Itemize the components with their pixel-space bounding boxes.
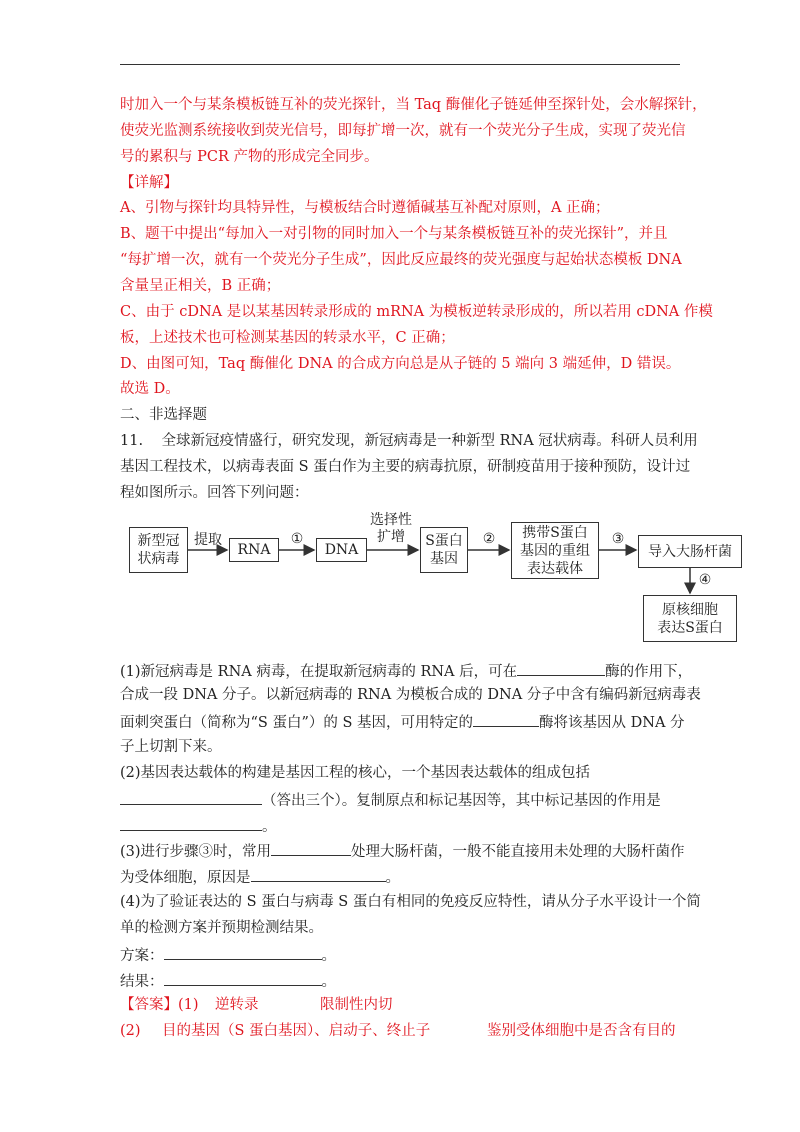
label-extract: 提取 (194, 532, 222, 548)
q2-blank-1[interactable] (120, 789, 262, 805)
analysis-line: 时加入一个与某条模板链互补的荧光探针，当 Taq 酶催化子链延伸至探针处，会水解探针， (120, 97, 707, 113)
q2-line: (2)基因表达载体的构建是基因工程的核心，一个基因表达载体的组成包括 (120, 765, 591, 781)
q2-line: （答出三个）。复制原点和标记基因等，其中标记基因的作用是 (120, 789, 661, 811)
q4-result-blank[interactable] (164, 970, 322, 986)
detail-line: B、题干中提出“每加入一对引物的同时加入一个与某条模板链互补的荧光探针”，并且 (120, 226, 668, 242)
box-dna: DNA (316, 538, 367, 562)
answer-1-first: 逆转录 (215, 997, 259, 1013)
detail-line: “每扩增一次，就有一个荧光分子生成”，因此反应最终的荧光强度与起始状态模板 DNA (120, 252, 682, 268)
answer-2-num: (2) (120, 1023, 141, 1039)
label-step1: ① (290, 531, 304, 547)
question-intro-line: 程如图所示。回答下列问题： (120, 485, 309, 501)
detail-line: 板，上述技术也可检测某基因的转录水平，C 正确； (120, 330, 455, 346)
q4-line: 单的检测方案并预期检测结果。 (120, 920, 323, 936)
analysis-line: 号的累积与 PCR 产物的形成完全同步。 (120, 149, 379, 165)
q2-blank-2[interactable] (120, 815, 262, 831)
label-amplify: 选择性 扩增 (370, 512, 412, 545)
q3-blank-1[interactable] (271, 840, 351, 856)
label-step3: ③ (611, 531, 625, 547)
detail-line: C、由于 cDNA 是以某基因转录形成的 mRNA 为模板逆转录形成的，所以若用 cDNA 作模 (120, 304, 713, 320)
label-step2: ② (482, 531, 496, 547)
q1-line: (1)新冠病毒是 RNA 病毒，在提取新冠病毒的 RNA 后，可在 酶的作用下， (120, 660, 692, 682)
detail-line: D、由图可知，Taq 酶催化 DNA 的合成方向总是从子链的 5 端向 3 端延伸，D 错误。 (120, 356, 681, 372)
question-intro-line: 基因工程技术，以病毒表面 S 蛋白作为主要的病毒抗原，研制疫苗用于接种预防，设计过 (120, 459, 691, 475)
q3-line: (3)进行步骤③时，常用 处理大肠杆菌，一般不能直接用未处理的大肠杆菌作 (120, 840, 685, 862)
answer-1-second: 限制性内切 (320, 997, 393, 1013)
answer-2-first: 目的基因（S 蛋白基因）、启动子、终止子 (162, 1023, 431, 1039)
q1-line: 子上切割下来。 (120, 739, 222, 755)
detail-line: A、引物与探针均具特异性，与模板结合时遵循碱基互补配对原则，A 正确； (120, 200, 610, 216)
answer-2-second: 鉴别受体细胞中是否含有目的 (487, 1023, 676, 1039)
q4-plan-blank[interactable] (164, 944, 322, 960)
answer-header: 【答案】 (120, 997, 178, 1013)
box-ecoli: 导入大肠杆菌 (638, 535, 742, 568)
q1-line: 面刺突蛋白（简称为“S 蛋白”）的 S 基因，可用特定的 酶将该基因从 DNA 分 (120, 711, 685, 733)
q4-plan-line: 方案： 。 (120, 944, 336, 966)
q3-blank-2[interactable] (251, 866, 386, 882)
label-step4: ④ (698, 572, 712, 588)
box-express: 原核细胞 表达S蛋白 (643, 595, 737, 642)
box-virus: 新型冠 状病毒 (129, 527, 188, 573)
detail-line: 故选 D。 (120, 381, 180, 397)
q1-line: 合成一段 DNA 分子。以新冠病毒的 RNA 为模板合成的 DNA 分子中含有编码新冠病毒表 (120, 687, 701, 703)
q3-line: 为受体细胞，原因是 。 (120, 866, 400, 888)
box-rna: RNA (229, 538, 279, 562)
answer-1-num: (1) (178, 997, 199, 1013)
q1-blank-1[interactable] (517, 660, 605, 676)
q2-line: 。 (120, 815, 277, 837)
box-s-gene: S蛋白 基因 (420, 527, 468, 573)
box-vector: 携带S蛋白 基因的重组 表达载体 (511, 522, 599, 579)
q1-blank-2[interactable] (473, 711, 539, 727)
question-intro-line: 11. 全球新冠疫情盛行，研究发现，新冠病毒是一种新型 RNA 冠状病毒。科研人员利用 (120, 433, 698, 449)
detail-header: 【详解】 (120, 175, 178, 191)
analysis-line: 使荧光监测系统接收到荧光信号，即每扩增一次，就有一个荧光分子生成，实现了荧光信 (120, 123, 686, 139)
section-title: 二、非选择题 (120, 407, 207, 423)
detail-line: 含量呈正相关，B 正确； (120, 278, 281, 294)
q4-line: (4)为了验证表达的 S 蛋白与病毒 S 蛋白有相同的免疫反应特性，请从分子水平设计一个简 (120, 894, 701, 910)
q4-result-line: 结果： 。 (120, 970, 336, 992)
